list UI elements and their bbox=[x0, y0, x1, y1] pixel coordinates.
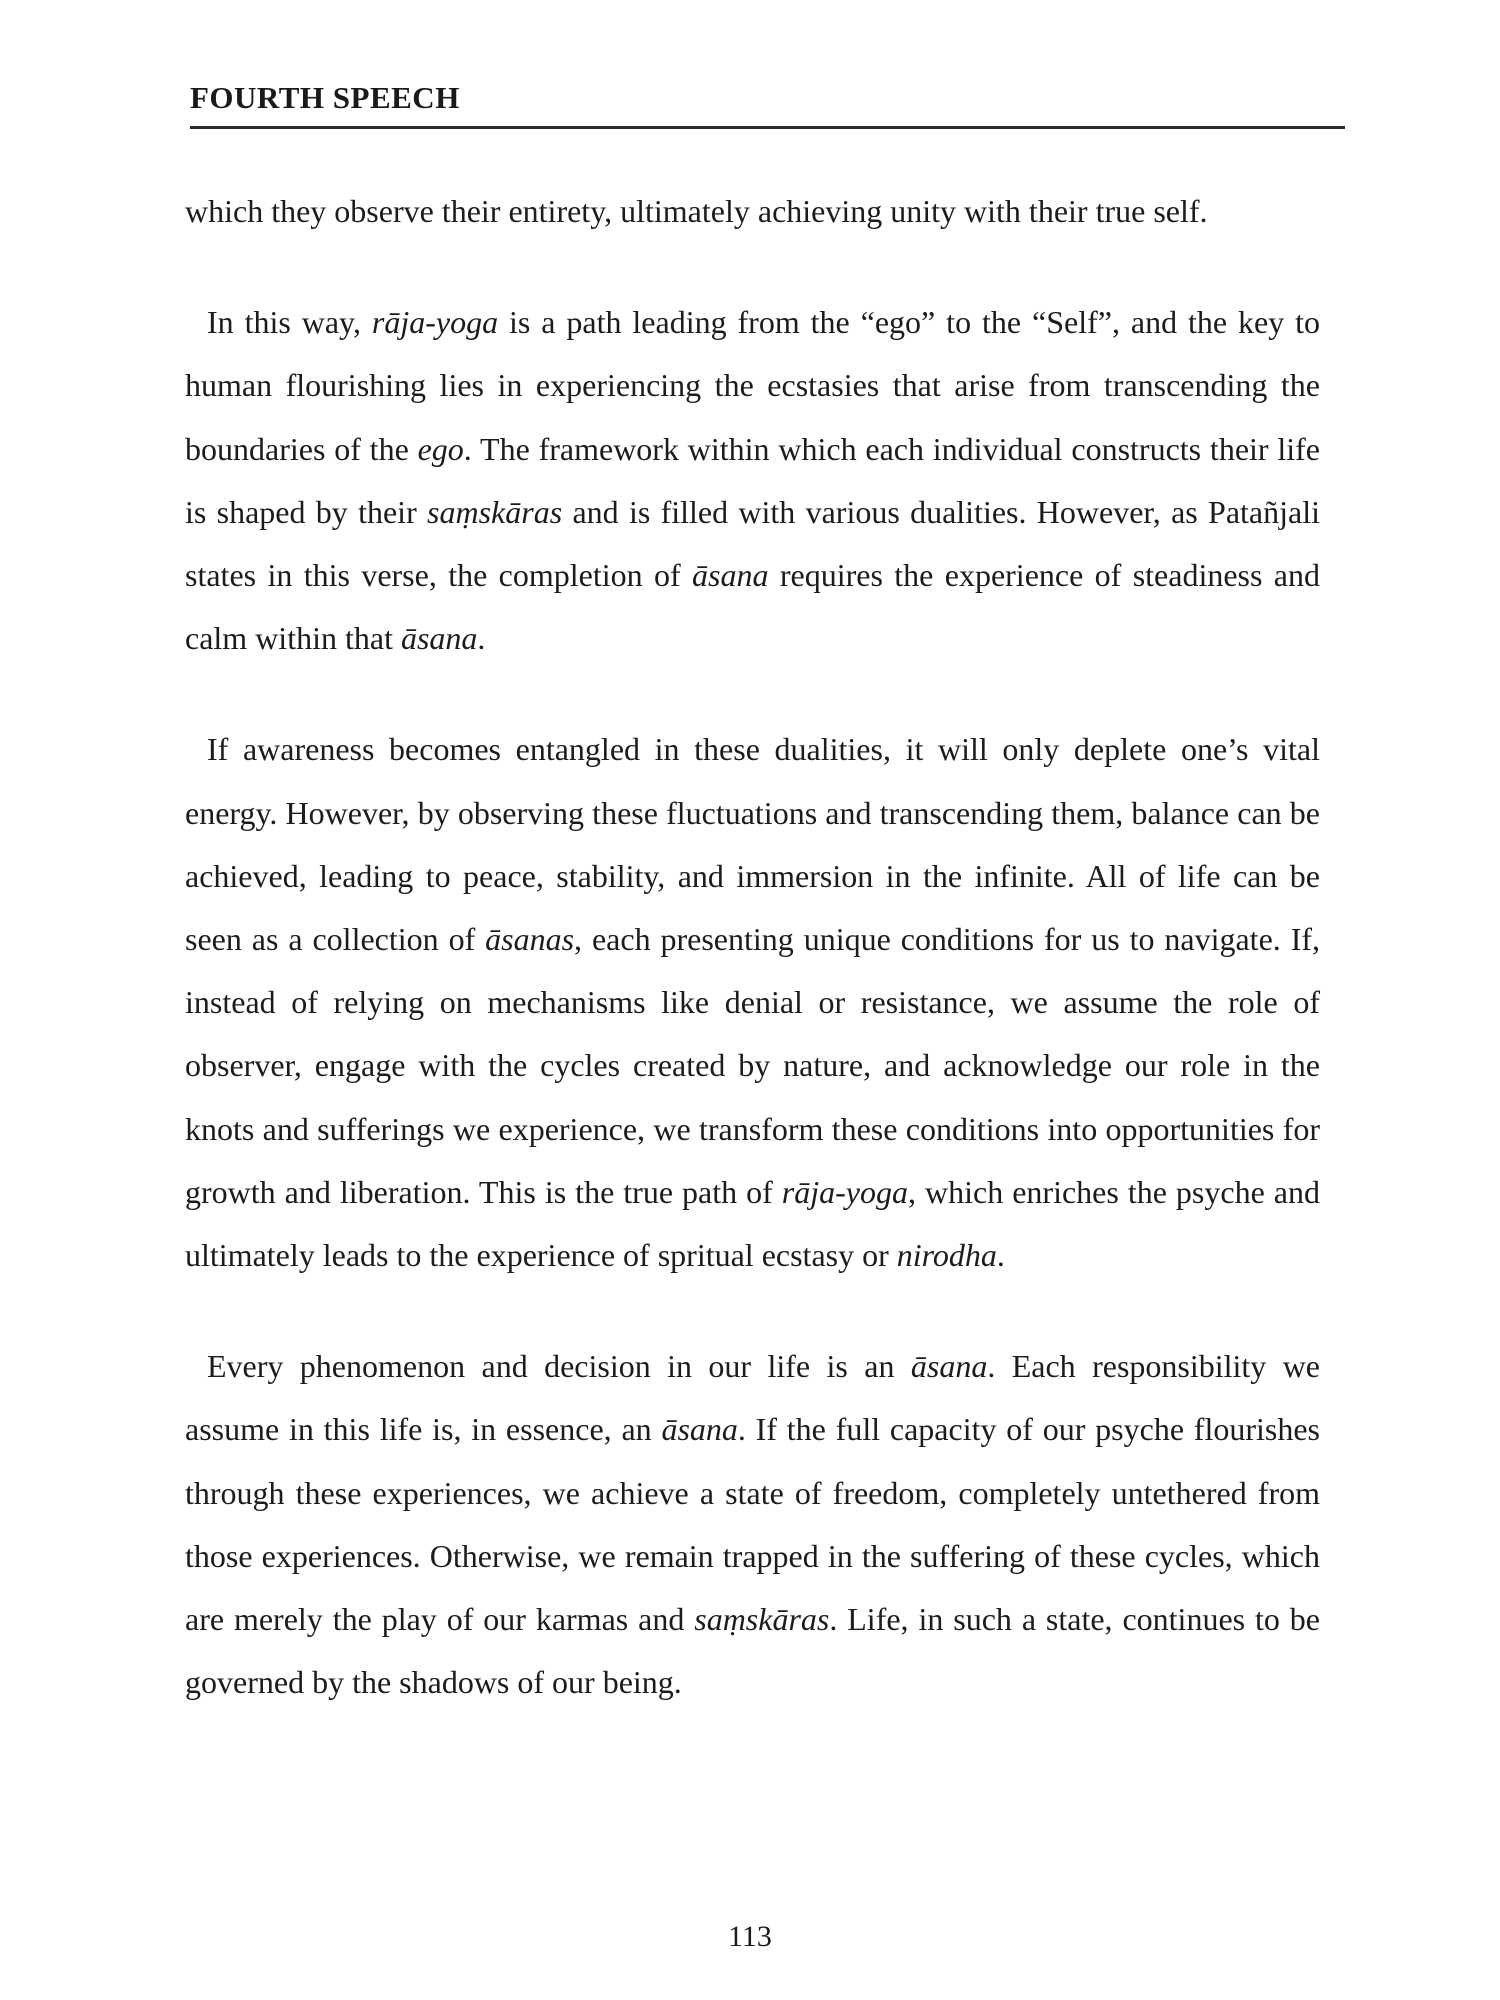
paragraph-2 bbox=[185, 291, 1320, 670]
body-text bbox=[185, 180, 1320, 1714]
paragraph-1 bbox=[185, 180, 1320, 243]
italic-term: āsanas bbox=[485, 921, 575, 958]
text-run: . If the full capacity of our psyche flourishes through these experiences, we achieve a state of freedom, completely untethered from those experiences. Otherwise, we remain trapped in the suffering of these cycles, which are merely the play of our karmas and bbox=[185, 1411, 1321, 1638]
italic-term: nirodha bbox=[896, 1237, 997, 1274]
text-run: In this way, bbox=[207, 304, 372, 341]
running-header bbox=[190, 68, 1345, 129]
text-run: and is filled with various dualities. However, as Patañjali states in this verse, the completion of bbox=[185, 493, 1321, 594]
text-run: , which enriches the psyche and ultimately leads to the experience of spritual ecstasy or bbox=[185, 1173, 1321, 1274]
text-run: . Each responsibility we assume in this life is, in essence, an bbox=[185, 1348, 1321, 1448]
page-number: 113 bbox=[728, 1920, 772, 1953]
italic-term: saṃskāras bbox=[427, 493, 563, 530]
text-run: , each presenting unique conditions for us to navigate. If, instead of relying on mechanisms like denial or resistance, we assume the role of observer, engage with the cycles created by nature, and acknowledge our role in the knots and sufferings we experience, we transform these conditions into opportunities for growth and liberation. This is the true path of bbox=[185, 921, 1321, 1210]
text-run: . bbox=[477, 620, 486, 657]
italic-term: āsana bbox=[910, 1348, 988, 1385]
italic-term: saṃskāras bbox=[694, 1601, 830, 1638]
italic-term: rāja-yoga bbox=[371, 304, 499, 341]
text-run: . Life, in such a state, continues to be governed by the shadows of our being. bbox=[185, 1601, 1320, 1701]
text-run: Every phenomenon and decision in our life is an bbox=[207, 1348, 911, 1385]
text-run: . The framework within which each individual constructs their life is shaped by their bbox=[185, 430, 1321, 530]
text-run: which they observe their entirety, ultimately achieving unity with their true self. bbox=[185, 193, 1208, 229]
chapter-title: FOURTH SPEECH bbox=[190, 80, 460, 115]
italic-term: āsana bbox=[692, 557, 769, 594]
italic-term: ego bbox=[417, 430, 464, 467]
italic-term: rāja-yoga bbox=[781, 1173, 908, 1210]
paragraph-4 bbox=[185, 1335, 1320, 1714]
italic-term: āsana bbox=[400, 620, 478, 657]
italic-term: āsana bbox=[661, 1411, 738, 1448]
text-run: is a path leading from the “ego” to the “Self”, and the key to human flourishing lies in experiencing the ecstasies that arise from transcending the boundaries of the bbox=[185, 304, 1321, 467]
text-run: requires the experience of steadiness and calm within that bbox=[185, 557, 1321, 657]
paragraph-3 bbox=[185, 718, 1320, 1287]
text-run: . bbox=[996, 1237, 1005, 1274]
text-run: If awareness becomes entangled in these dualities, it will only deplete one’s vital energy. However, by observing these fluctuations and transcending them, balance can be achieved, leading to peace, stability, and immersion in the infinite. All of life can be seen as a collection of bbox=[185, 731, 1320, 958]
